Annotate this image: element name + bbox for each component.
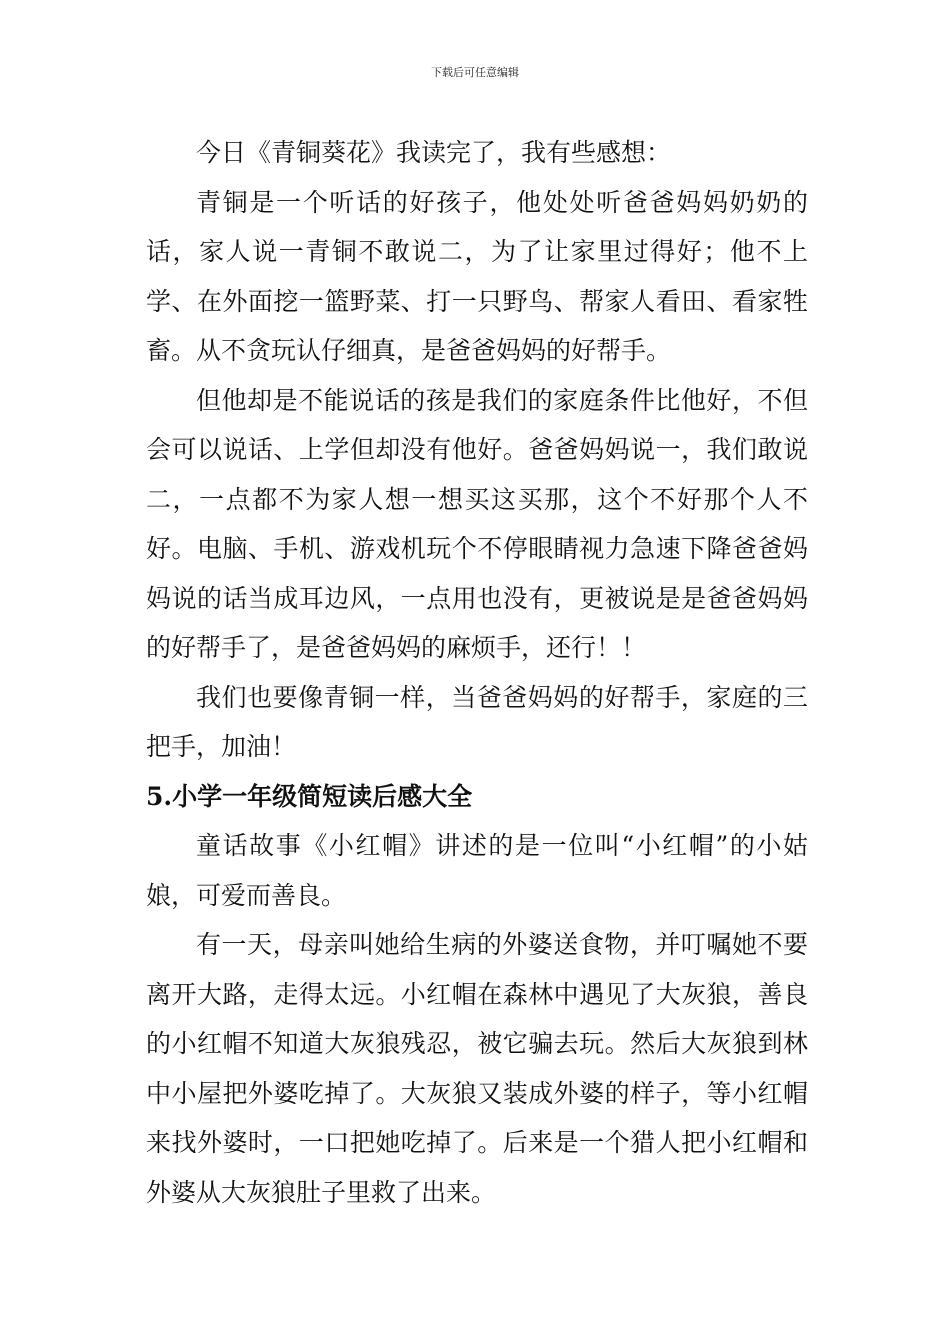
paragraph-1: 青铜是一个听话的好孩子，他处处听爸爸妈妈奶奶的话，家人说一青铜不敢说二，为了让家里过得好；他不上学、在外面挖一篮野菜、打一只野鸟、帮家人看田、看家牲畜。从不贪玩认仔细真，是爸爸妈妈的好帮手。 [146,187,808,365]
section-heading: 5.小学一年级简短读后感大全 [146,781,473,811]
section-paragraph-2: 有一天，母亲叫她给生病的外婆送食物，并叮嘱她不要离开大路，走得太远。小红帽在森林中遇见了大灰狼，善良的小红帽不知道大灰狼残忍，被它骗去玩。然后大灰狼到林中小屋把外婆吃掉了。大灰狼又装成外婆的样子，等小红帽来找外婆时，一口把她吃掉了。后来是一个猎人把小红帽和外婆从大灰狼肚子里救了出来。 [146,930,808,1207]
page-header: 下载后可任意编辑 [431,66,519,79]
paragraph-3: 我们也要像青铜一样，当爸爸妈妈的好帮手，家庭的三把手，加油！ [146,682,808,761]
section-paragraph-1: 童话故事《小红帽》讲述的是一位叫“小红帽”的小姑娘，可爱而善良。 [146,831,808,910]
document-body [146,128,808,1217]
paragraph-intro: 今日《青铜葵花》我读完了，我有些感想： [196,138,672,167]
paragraph-2: 但他却是不能说话的孩是我们的家庭条件比他好，不但会可以说话、上学但却没有他好。爸爸妈妈说一，我们敢说二，一点都不为家人想一想买这买那，这个不好那个人不好。电脑、手机、游戏机玩个不停眼睛视力急速下降爸爸妈妈说的话当成耳边风，一点用也没有，更被说是是爸爸妈妈的好帮手了，是爸爸妈妈的麻烦手，还行！！ [146,385,808,662]
